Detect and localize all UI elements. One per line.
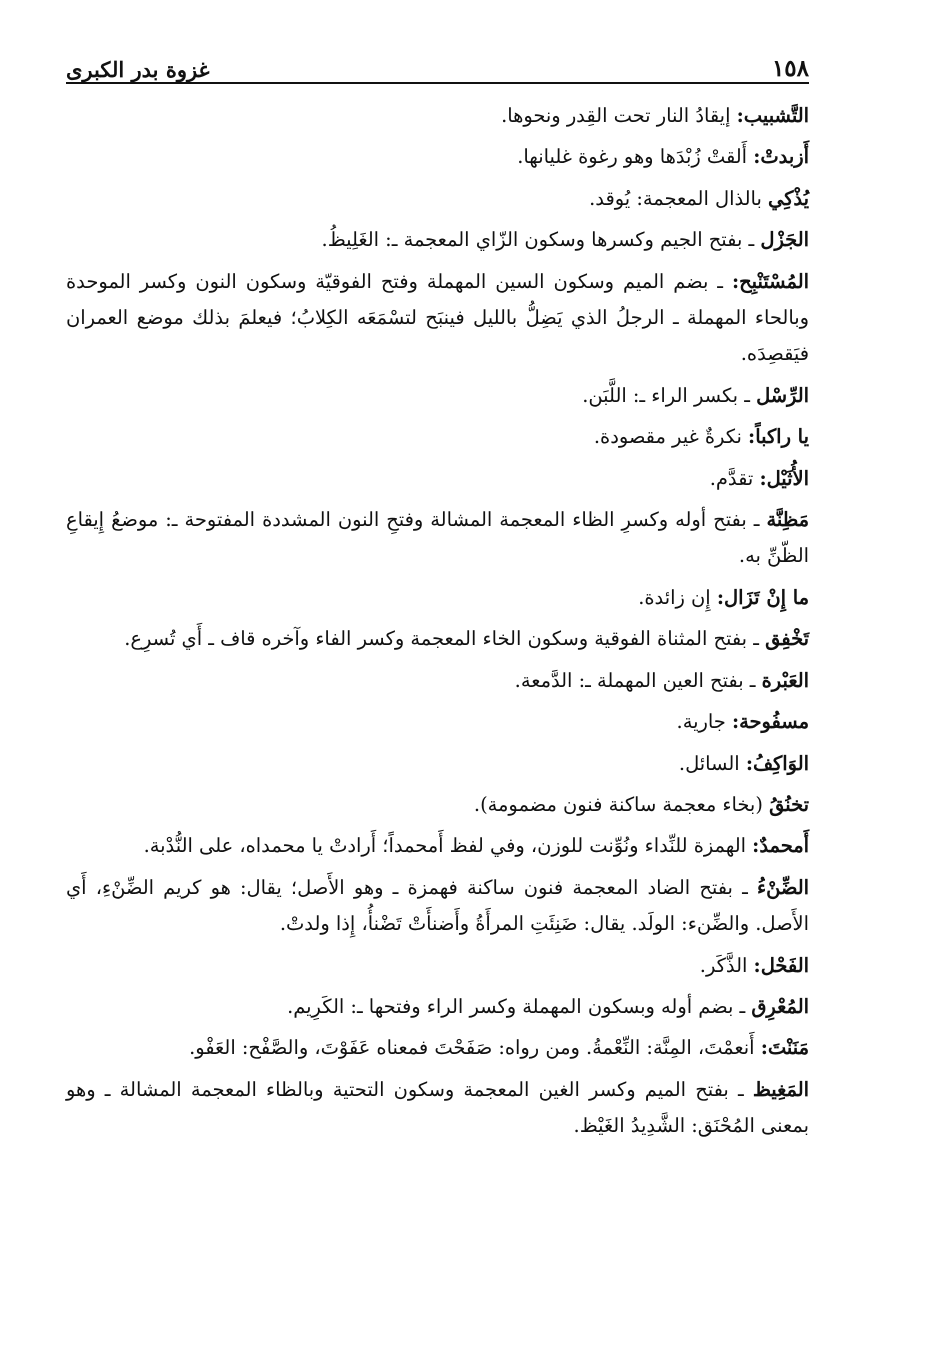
entry-term: الضِّنْءُ xyxy=(757,875,809,899)
glossary-entry xyxy=(66,746,809,782)
entry-definition: ـ بفتح المثناة الفوقية وسكون الخاء المعجمة وكسر الفاء وآخره قاف ـ أَي تُسرِع. xyxy=(124,627,766,651)
entry-definition: بالذال المعجمة: يُوقد. xyxy=(589,186,769,210)
glossary-entry xyxy=(66,989,809,1025)
header-rule xyxy=(66,82,809,84)
page-number: ١٥٨ xyxy=(771,55,809,82)
glossary-entry xyxy=(66,461,809,497)
entry-definition: ـ بفتح أوله وكسرِ الظاء المعجمة المشالة وفتحِ النون المشددة المفتوحة ـ: موضعُ إِيقاعِ الظّنِّ به. xyxy=(66,508,809,568)
glossary-entries xyxy=(66,98,809,1150)
entry-definition: ـ بضم أوله وبسكون المهملة وكسر الراء وفتحها ـ: الكَرِيم. xyxy=(287,994,752,1018)
entry-term: ما إِنْ تَزَال: xyxy=(716,585,809,609)
entry-definition: جارية. xyxy=(676,710,732,734)
entry-term: المُعْرِق xyxy=(751,994,809,1018)
entry-definition: نكرةٌ غير مقصودة. xyxy=(593,425,749,449)
entry-term: المَغِيظ xyxy=(752,1077,809,1101)
entry-term: التَّشبيب: xyxy=(736,104,809,127)
entry-term: المُسْتَنْبِح: xyxy=(731,269,809,293)
entry-definition: (بخاء معجمة ساكنة فنون مضمومة). xyxy=(473,792,770,816)
entry-term: الفَحْل: xyxy=(753,953,809,977)
glossary-entry xyxy=(66,502,809,575)
glossary-entry xyxy=(66,1072,809,1145)
entry-definition: إيقادُ النار تحت القِدر ونحوها. xyxy=(501,104,737,127)
entry-definition: أَلقتْ زُبْدَها وهو رغوة غليانها. xyxy=(517,145,754,169)
entry-definition: ـ بفتح الميم وكسر الغين المعجمة وسكون التحتية وبالظاء المعجمة المشالة ـ وهو بمعنى المُحْنَق: الشَّدِيدُ الغَيْظ. xyxy=(66,1077,809,1138)
glossary-entry xyxy=(66,580,809,616)
glossary-entry xyxy=(66,704,809,740)
chapter-title: غزوة بدر الكبرى xyxy=(66,57,210,82)
entry-term: مَنَنْتَ: xyxy=(760,1036,809,1060)
entry-term: أَزبدتْ: xyxy=(753,145,809,169)
entry-term: الرِّسْل xyxy=(756,383,809,407)
entry-definition: تقدَّم. xyxy=(709,466,760,490)
entry-definition: الذَّكَر. xyxy=(699,953,754,977)
glossary-entry xyxy=(66,264,809,373)
entry-term: تَخْفِق xyxy=(765,627,809,651)
glossary-entry xyxy=(66,378,809,414)
entry-definition: ـ بفتح الضاد المعجمة فنون ساكنة فهمزة ـ وهو الأَصل؛ يقال: هو كريم الضِّنْءِ، أَي الأَصل. والضِّنء: الولَد. يقال: ضَنِئَتِ المرأَةُ وأَضنأَتْ تَضْنأُ، إِذا ولدتْ. xyxy=(66,875,809,936)
entry-term: الأُثَيْل: xyxy=(759,466,809,490)
running-head xyxy=(66,40,809,80)
glossary-entry xyxy=(66,1030,809,1066)
entry-term: يا راكباً: xyxy=(748,425,809,449)
glossary-entry xyxy=(66,870,809,943)
entry-term: العَبْرة xyxy=(761,668,809,692)
entry-definition: أَنعمْتَ، المِنَّة: النِّعْمةُ. ومن رواه: صَفَحْتَ فمعناه عَفَوْتَ، والصَّفْح: العَفْو. xyxy=(189,1036,761,1060)
glossary-entry xyxy=(66,419,809,455)
entry-definition: إِن زائدة. xyxy=(638,585,717,609)
entry-definition: الهمزة للنِّداء ونُوِّنت للوزن، وفي لفظ أَمحمداً؛ أَرادتْ يا محمداه، على النُّدْبة. xyxy=(143,834,753,858)
entry-term: تخنُقُ xyxy=(769,792,809,816)
entry-term: أَمحمدٌ: xyxy=(752,834,809,858)
entry-term: الجَزْل xyxy=(760,228,809,252)
glossary-entry xyxy=(66,98,809,134)
glossary-entry xyxy=(66,139,809,175)
glossary-entry xyxy=(66,663,809,699)
entry-definition: ـ بفتح الجيم وكسرها وسكون الزّاي المعجمة ـ: الغَلِيظُ. xyxy=(321,228,761,252)
entry-term: مسفُوحة: xyxy=(731,710,809,734)
entry-term: مَظِنَّة xyxy=(766,508,809,532)
entry-definition: ـ بكسر الراء ـ: اللَّبَن. xyxy=(582,383,757,407)
glossary-entry xyxy=(66,948,809,984)
glossary-entry xyxy=(66,621,809,657)
entry-definition: السائل. xyxy=(678,751,746,775)
glossary-entry xyxy=(66,787,809,823)
glossary-entry xyxy=(66,222,809,258)
glossary-entry xyxy=(66,181,809,217)
entry-term: الوَاكِفُ: xyxy=(745,751,809,775)
glossary-entry xyxy=(66,828,809,864)
entry-definition: ـ بضم الميم وسكون السين المهملة وفتح الفوقيّة وسكون النون وكسر الموحدة وبالحاء المهملة ـ الرجلُ الذي يَضِلُّ بالليل فينبَح لتسْمَعَه الكِلابُ؛ فيعلمَ بذلك موضع العمران فيَقصِدَه. xyxy=(66,269,809,366)
entry-definition: ـ بفتح العين المهملة ـ: الدَّمعة. xyxy=(514,668,762,692)
entry-term: يُذْكِي xyxy=(768,186,809,210)
